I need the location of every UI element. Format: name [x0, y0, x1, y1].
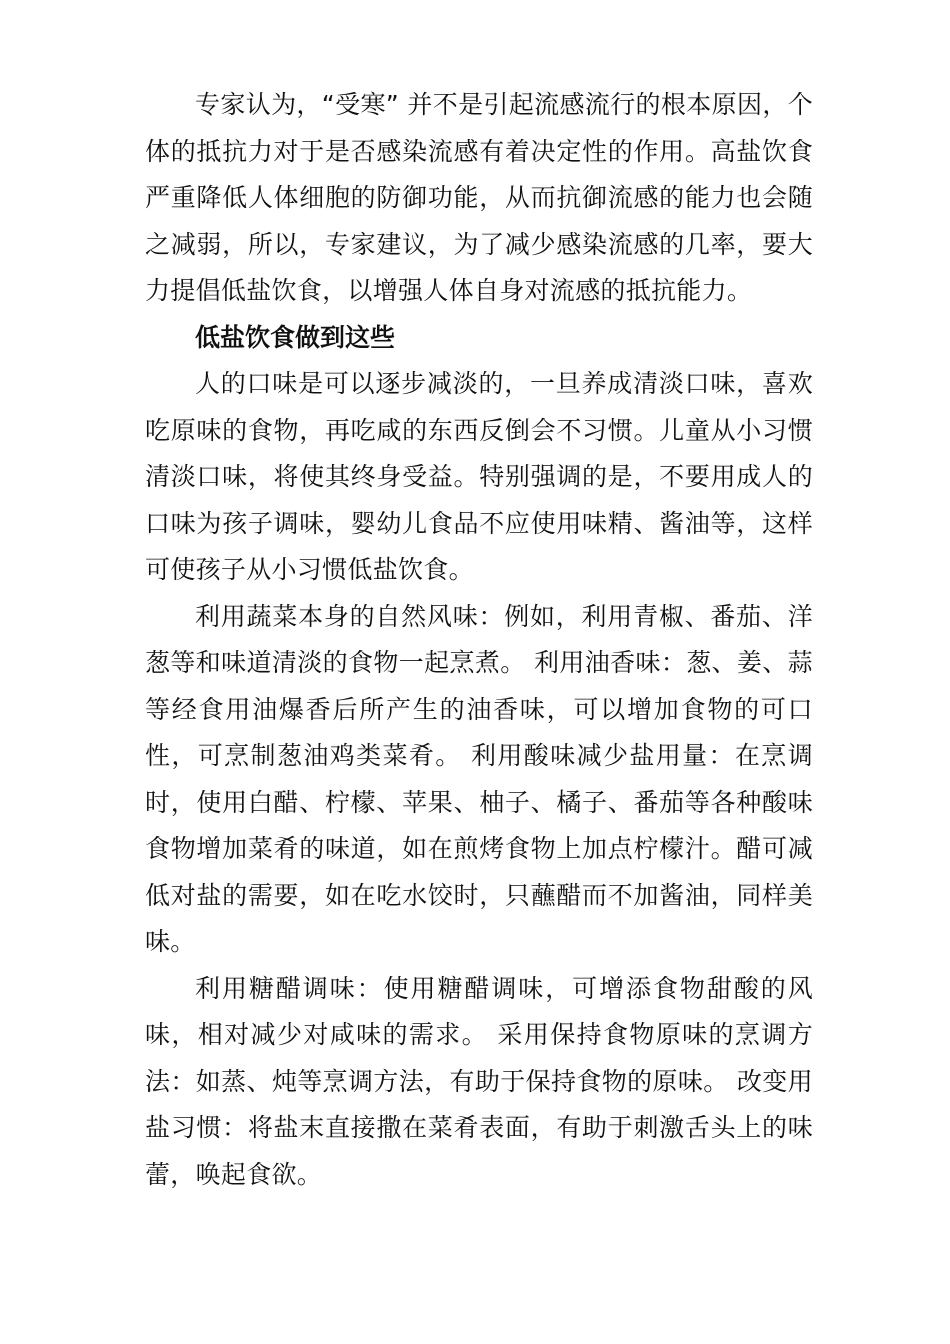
paragraph-expert-view: 专家认为，“受寒” 并不是引起流感流行的根本原因，个体的抵抗力对于是否感染流感有着决定性的作用。高盐饮食严重降低人体细胞的防御功能，从而抗御流感的能力也会随之减弱，所以，专家建议，为了减少感染流感的几率，要大力提倡低盐饮食，以增强人体自身对流感的抵抗能力。: [145, 90, 813, 305]
paragraph-taste-habit: 人的口味是可以逐步减淡的，一旦养成清淡口味，喜欢吃原味的食物，再吃咸的东西反倒会不习惯。儿童从小习惯清淡口味，将使其终身受益。特别强调的是，不要用成人的口味为孩子调味，婴幼儿食品不应使用味精、酱油等，这样可使孩子从小习惯低盐饮食。: [145, 369, 813, 584]
paragraph-flavor-tips: 利用蔬菜本身的自然风味：例如，利用青椒、番茄、洋葱等和味道清淡的食物一起烹煮。 利用油香味：葱、姜、蒜等经食用油爆香后所产生的油香味，可以增加食物的可口性，可烹制葱油鸡类菜肴。 利用酸味减少盐用量：在烹调时，使用白醋、柠檬、苹果、柚子、橘子、番茄等各种酸味食物增加菜肴的味道，如在煎烤食物上加点柠檬汁。醋可减低对盐的需要，如在吃水饺时，只蘸醋而不加酱油，同样美味。: [145, 601, 813, 956]
section-heading: 低盐饮食做到这些: [195, 322, 396, 352]
paragraph-cooking-tips: 利用糖醋调味：使用糖醋调味，可增添食物甜酸的风味，相对减少对咸味的需求。 采用保持食物原味的烹调方法：如蒸、炖等烹调方法，有助于保持食物的原味。 改变用盐习惯：将盐末直接撒在菜肴表面，有助于刺激舌头上的味蕾，唤起食欲。: [145, 973, 813, 1189]
document-body: [145, 82, 813, 1198]
